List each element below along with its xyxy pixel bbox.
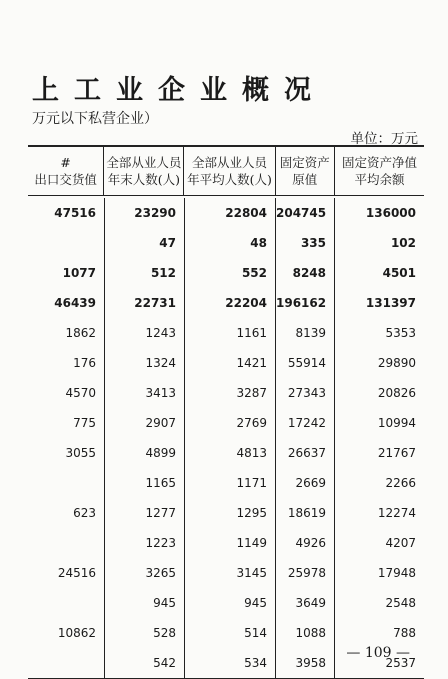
unit-label: 单位：万元: [350, 131, 418, 147]
table-cell: 1171: [184, 468, 275, 498]
header-line: 年末人数(人): [107, 172, 180, 187]
header-cell: [183, 147, 274, 195]
table-row: [28, 588, 424, 618]
table-cell: 46439: [54, 296, 96, 310]
page-title: 上工业企业概况: [32, 75, 326, 106]
table-cell: 512: [104, 258, 184, 288]
table-cell: 1421: [184, 348, 275, 378]
table-cell: 3265: [104, 558, 184, 588]
table-cell: 2266: [334, 468, 424, 498]
table-cell: 22731: [104, 288, 184, 318]
table-row: [28, 198, 424, 228]
header-line: 固定资产: [279, 155, 330, 170]
header-line: 原值: [292, 172, 318, 187]
table-cell: 136000: [334, 198, 424, 228]
page-number: — 109 —: [346, 645, 410, 661]
table-cell: 196162: [275, 288, 334, 318]
header-line: 年平均人数(人): [187, 172, 272, 187]
table-cell: 131397: [334, 288, 424, 318]
page-subtitle: 万元以下私营企业）: [32, 111, 158, 127]
header-line: 平均余额: [354, 172, 405, 187]
header-line: 出口交货值: [34, 172, 97, 187]
table-cell: 25978: [275, 558, 334, 588]
table-cell: 8139: [275, 318, 334, 348]
table-cell: 335: [275, 228, 334, 258]
table-cell: 3287: [184, 378, 275, 408]
table-cell: 22204: [184, 288, 275, 318]
table-cell: 17242: [275, 408, 334, 438]
header-cell: [28, 147, 103, 195]
table-cell: 47516: [54, 206, 96, 220]
table-cell: 23290: [104, 198, 184, 228]
table-cell: 1277: [104, 498, 184, 528]
table-row: [28, 468, 424, 498]
table-cell: 12274: [334, 498, 424, 528]
table-cell: 5353: [334, 318, 424, 348]
table-cell: 4926: [275, 528, 334, 558]
table-cell: 3413: [104, 378, 184, 408]
table-cell: 3958: [275, 648, 334, 678]
table-row: [28, 378, 424, 408]
table-row: [28, 258, 424, 288]
table-cell: 514: [184, 618, 275, 648]
table-cell: 102: [334, 228, 424, 258]
table-cell: 4207: [334, 528, 424, 558]
table-cell: 1161: [184, 318, 275, 348]
table-cell: 3055: [65, 446, 96, 460]
table-cell: 623: [73, 506, 96, 520]
table-row: [28, 438, 424, 468]
table-row: [28, 228, 424, 258]
table-row: [28, 558, 424, 588]
table-row: [28, 498, 424, 528]
table-cell: 1077: [62, 266, 96, 280]
table-body: [28, 196, 424, 678]
table-cell: 27343: [275, 378, 334, 408]
table-cell: [28, 468, 104, 498]
table-cell: 1295: [184, 498, 275, 528]
table-cell: 1324: [104, 348, 184, 378]
table-cell: 47: [104, 228, 184, 258]
table-cell: 10862: [57, 626, 96, 640]
data-table: [28, 145, 424, 679]
table-header: [28, 147, 424, 196]
table-cell: 1149: [184, 528, 275, 558]
header-line: 全部从业人员: [191, 155, 267, 170]
table-cell: 24516: [57, 566, 96, 580]
table-cell: 18619: [275, 498, 334, 528]
table-cell: 788: [334, 618, 424, 648]
table-cell: 945: [104, 588, 184, 618]
table-cell: 29890: [334, 348, 424, 378]
table-cell: 20826: [334, 378, 424, 408]
header-cell: [275, 147, 334, 195]
table-cell: 2907: [104, 408, 184, 438]
table-cell: [28, 228, 104, 258]
table-cell: 2769: [184, 408, 275, 438]
table-cell: 1243: [104, 318, 184, 348]
table-cell: 4570: [65, 386, 96, 400]
header-cell: [334, 147, 424, 195]
table-cell: 552: [184, 258, 275, 288]
table-cell: 21767: [334, 438, 424, 468]
table-cell: 945: [184, 588, 275, 618]
header-line: #: [60, 155, 71, 170]
table-cell: 10994: [334, 408, 424, 438]
header-line: 全部从业人员: [106, 155, 182, 170]
table-cell: 55914: [275, 348, 334, 378]
table-cell: 775: [73, 416, 96, 430]
table-cell: 1088: [275, 618, 334, 648]
table-cell: 534: [184, 648, 275, 678]
header-cell: [103, 147, 183, 195]
table-cell: [28, 648, 104, 678]
table-cell: 1862: [65, 326, 96, 340]
table-cell: [28, 588, 104, 618]
table-cell: 4501: [334, 258, 424, 288]
table-row: [28, 318, 424, 348]
table-cell: [28, 528, 104, 558]
table-cell: 8248: [275, 258, 334, 288]
table-cell: 528: [104, 618, 184, 648]
table-cell: 1223: [104, 528, 184, 558]
table-cell: 48: [184, 228, 275, 258]
table-cell: 542: [104, 648, 184, 678]
table-cell: 2537: [334, 648, 424, 678]
table-row: [28, 408, 424, 438]
table-cell: 22804: [184, 198, 275, 228]
table-cell: 17948: [334, 558, 424, 588]
table-cell: 4899: [104, 438, 184, 468]
table-cell: 3145: [184, 558, 275, 588]
table-cell: 204745: [275, 198, 334, 228]
table-cell: 176: [73, 356, 96, 370]
table-cell: 4813: [184, 438, 275, 468]
table-cell: 26637: [275, 438, 334, 468]
table-row: [28, 618, 424, 648]
table-cell: 1165: [104, 468, 184, 498]
table-row: [28, 348, 424, 378]
table-cell: 3649: [275, 588, 334, 618]
header-line: 固定资产净值: [341, 155, 417, 170]
table-cell: 2548: [334, 588, 424, 618]
table-row: [28, 288, 424, 318]
table-row: [28, 528, 424, 558]
table-cell: 2669: [275, 468, 334, 498]
